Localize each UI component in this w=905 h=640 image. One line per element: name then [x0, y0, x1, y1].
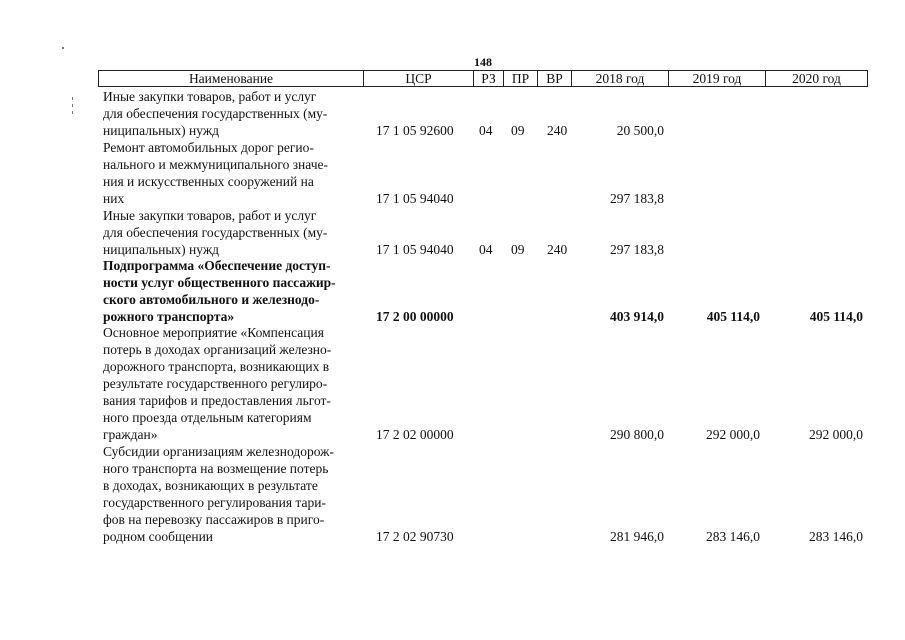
- header-pr: ПР: [504, 71, 538, 86]
- page-number: 148: [474, 55, 492, 69]
- row-2019: 405 114,0: [706, 309, 760, 324]
- row-vr: 240: [547, 123, 568, 138]
- header-2018: 2018 год: [572, 71, 669, 86]
- row-2018: 20 500,0: [616, 123, 664, 138]
- row-2020: 292 000,0: [809, 427, 863, 442]
- row-2020: 405 114,0: [809, 309, 863, 324]
- scan-speck: [72, 104, 73, 107]
- scan-speck: [62, 47, 64, 49]
- table-row: [0, 443, 905, 545]
- header-csr: ЦСР: [364, 71, 474, 86]
- row-2018: 297 183,8: [610, 191, 664, 206]
- row-csr: 17 1 05 94040: [376, 242, 454, 257]
- row-name: Основное мероприятие «Компенсация потерь в доходах организаций железно- дорожного транспорта, возникающих в результате государственного регулиро- вания тарифов и предоставления льгот- ного проезда отдельным категориям граждан»: [103, 325, 332, 442]
- row-pr: 09: [511, 123, 525, 138]
- row-2018: 403 914,0: [610, 309, 664, 324]
- row-2020: 283 146,0: [809, 529, 863, 544]
- header-name: Наименование: [99, 71, 364, 86]
- row-rz: 04: [479, 123, 493, 138]
- row-csr: 17 2 02 00000: [376, 427, 454, 442]
- table-row: [0, 207, 905, 258]
- row-name: Подпрограмма «Обеспечение доступ- ности услуг общественного пассажир- ского автомобильного и железнодо- рожного транспорта»: [103, 258, 336, 324]
- row-vr: 240: [547, 242, 568, 257]
- row-csr: 17 1 05 92600: [376, 123, 454, 138]
- row-2018: 290 800,0: [610, 427, 664, 442]
- row-pr: 09: [511, 242, 525, 257]
- row-csr: 17 2 00 00000: [376, 309, 454, 324]
- row-name: Субсидии организациям железнодорож- ного транспорта на возмещение потерь в доходах, возникающих в результате государственного регулирования тари- фов на перевозку пассажиров в приго- родном сообщении: [103, 444, 334, 544]
- scan-speck: [72, 111, 73, 114]
- row-2018: 297 183,8: [610, 242, 664, 257]
- header-2020: 2020 год: [792, 71, 841, 86]
- row-csr: 17 2 02 90730: [376, 529, 454, 544]
- table-header: [98, 70, 868, 87]
- header-rz: РЗ: [474, 71, 504, 86]
- table-row: [0, 324, 905, 443]
- header-vr: ВР: [538, 71, 572, 86]
- scan-speck: [72, 97, 73, 100]
- table-row: [0, 88, 905, 139]
- row-name: Иные закупки товаров, работ и услуг для обеспечения государственных (му- ниципальных) нужд: [103, 89, 328, 138]
- row-name: Ремонт автомобильных дорог регио- нального и межмуниципального значе- ния и искусственных сооружений на них: [103, 140, 328, 206]
- table-row: [0, 257, 905, 325]
- row-rz: 04: [479, 242, 493, 257]
- row-2019: 283 146,0: [706, 529, 760, 544]
- row-csr: 17 1 05 94040: [376, 191, 454, 206]
- row-2019: 292 000,0: [706, 427, 760, 442]
- row-name: Иные закупки товаров, работ и услуг для обеспечения государственных (му- ниципальных) нужд: [103, 208, 328, 257]
- header-2019: 2019 год: [669, 71, 766, 86]
- row-2018: 281 946,0: [610, 529, 664, 544]
- table-row: [0, 139, 905, 207]
